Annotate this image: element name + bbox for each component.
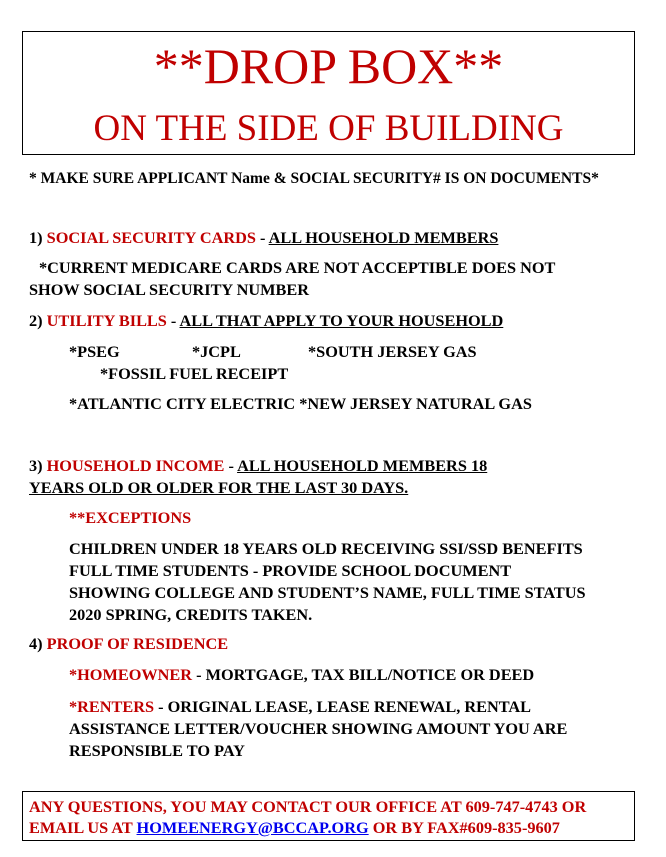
section4-number: 4) bbox=[29, 634, 43, 653]
homeowner-line bbox=[69, 665, 534, 685]
section2-dash: - bbox=[166, 311, 180, 330]
exception-line4: 2020 SPRING, CREDITS TAKEN. bbox=[69, 605, 313, 624]
utility-fossil-fuel: *FOSSIL FUEL RECEIPT bbox=[100, 364, 289, 383]
section3-scope-line1: ALL HOUSEHOLD MEMBERS 18 bbox=[237, 456, 488, 475]
homeowner-label: *HOMEOWNER bbox=[69, 665, 193, 684]
footer-fax: OR BY FAX#609-835-9607 bbox=[368, 818, 560, 837]
section2-scope: ALL THAT APPLY TO YOUR HOUSEHOLD bbox=[179, 311, 504, 330]
exceptions-label: **EXCEPTIONS bbox=[69, 508, 192, 527]
section3-heading bbox=[29, 456, 487, 476]
page-subtitle: ON THE SIDE OF BUILDING bbox=[93, 108, 564, 149]
section1-note-line2: SHOW SOCIAL SECURITY NUMBER bbox=[29, 280, 310, 299]
renters-text1: - ORIGINAL LEASE, LEASE RENEWAL, RENTAL bbox=[154, 697, 532, 716]
notice-text: * MAKE SURE APPLICANT Name & SOCIAL SECURITY# IS ON DOCUMENTS* bbox=[29, 170, 599, 187]
section3-number: 3) bbox=[29, 456, 43, 475]
renters-line3: RESPONSIBLE TO PAY bbox=[69, 741, 245, 760]
exception-line3: SHOWING COLLEGE AND STUDENT’S NAME, FULL TIME STATUS bbox=[69, 583, 586, 602]
utility-ace-njng: *ATLANTIC CITY ELECTRIC *NEW JERSEY NATURAL GAS bbox=[69, 394, 532, 413]
email-link[interactable]: HOMEENERGY@BCCAP.ORG bbox=[136, 818, 369, 837]
renters-line1 bbox=[69, 697, 531, 717]
section4-title: PROOF OF RESIDENCE bbox=[46, 634, 229, 653]
section1-note-line1: *CURRENT MEDICARE CARDS ARE NOT ACCEPTIBLE DOES NOT bbox=[39, 258, 556, 277]
renters-line2: ASSISTANCE LETTER/VOUCHER SHOWING AMOUNT YOU ARE bbox=[69, 719, 568, 738]
homeowner-text: - MORTGAGE, TAX BILL/NOTICE OR DEED bbox=[192, 665, 535, 684]
section3-title: HOUSEHOLD INCOME bbox=[46, 456, 225, 475]
section1-heading bbox=[29, 228, 498, 248]
section1-scope: ALL HOUSEHOLD MEMBERS bbox=[268, 228, 499, 247]
exception-line1: CHILDREN UNDER 18 YEARS OLD RECEIVING SSI/SSD BENEFITS bbox=[69, 539, 583, 558]
renters-label: *RENTERS bbox=[69, 697, 155, 716]
utility-south-jersey-gas: *SOUTH JERSEY GAS bbox=[308, 342, 477, 361]
section1-number: 1) bbox=[29, 228, 43, 247]
section2-heading bbox=[29, 311, 503, 331]
section3-dash: - bbox=[224, 456, 238, 475]
footer-email-prefix: EMAIL US AT bbox=[29, 818, 137, 837]
footer-line2 bbox=[29, 818, 560, 838]
exception-line2: FULL TIME STUDENTS - PROVIDE SCHOOL DOCUMENT bbox=[69, 561, 512, 580]
footer-line1: ANY QUESTIONS, YOU MAY CONTACT OUR OFFICE AT 609-747-4743 OR bbox=[29, 797, 587, 816]
utility-jcpl: *JCPL bbox=[192, 342, 241, 361]
contact-footer bbox=[22, 791, 635, 841]
header-box bbox=[22, 31, 635, 155]
section1-dash: - bbox=[255, 228, 269, 247]
section2-number: 2) bbox=[29, 311, 43, 330]
section2-title: UTILITY BILLS bbox=[46, 311, 167, 330]
section3-scope-line2: YEARS OLD OR OLDER FOR THE LAST 30 DAYS. bbox=[29, 478, 409, 497]
utility-pseg: *PSEG bbox=[69, 342, 120, 361]
section4-heading bbox=[29, 634, 228, 654]
section1-title: SOCIAL SECURITY CARDS bbox=[46, 228, 256, 247]
page-title: **DROP BOX** bbox=[153, 38, 504, 94]
